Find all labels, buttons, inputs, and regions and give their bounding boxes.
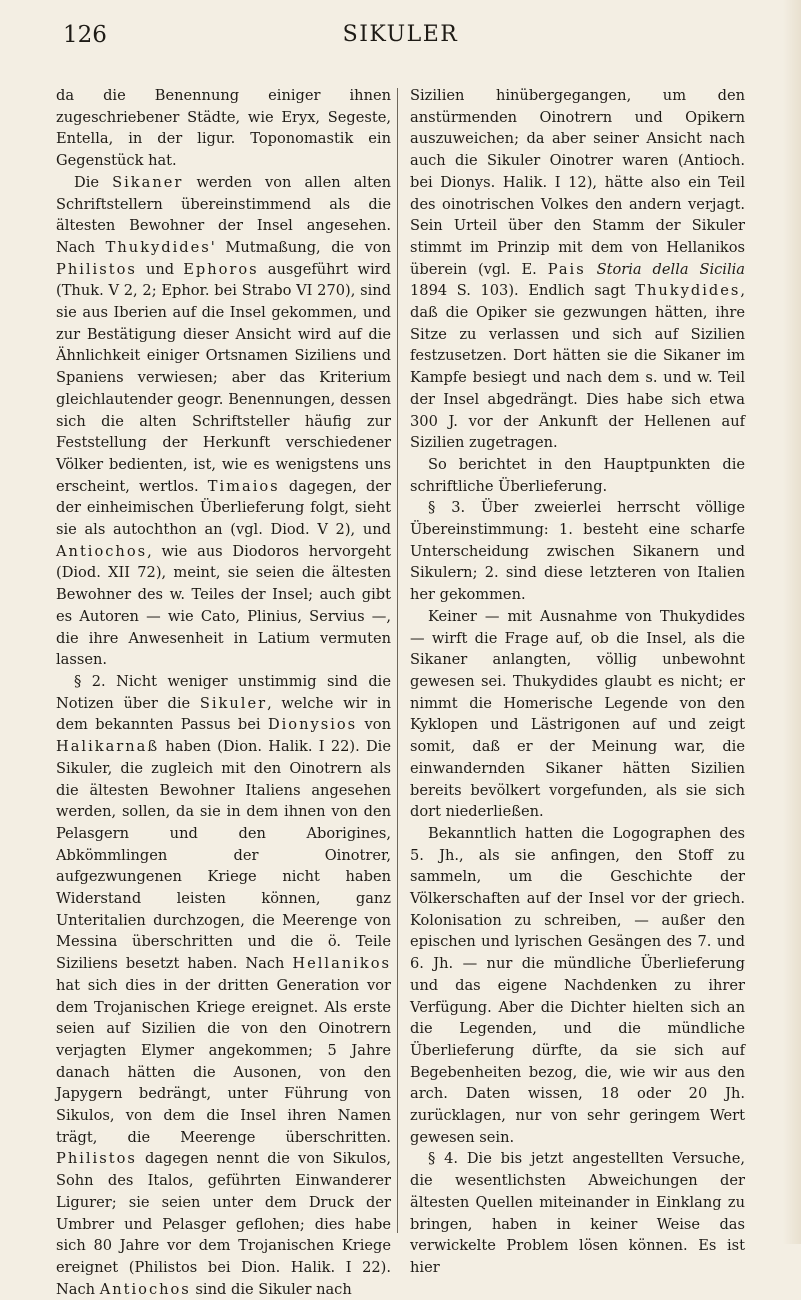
left-column bbox=[56, 85, 391, 1300]
paragraph: § 2. Nicht weniger unstimmig sind die Notizen über die Sikuler, welche wir in dem bekannten Passus bei Dionysios von Halikarnaß haben (Dion. Halik. I 22). Die Sikuler, die zugleich mit den Oinotrern als die ältesten Bewohner Italiens angesehen werden, sollen, da sie in dem ihnen von den Pelasgern und den Aborigines, Abkömmlingen der Oinotrer, aufgezwungenen Kriege nicht haben Widerstand leisten können, ganz Unteritalien durchzogen, die Meerenge von Messina überschritten und die ö. Teile Siziliens besetzt haben. Nach Hellanikos hat sich dies in der dritten Generation vor dem Trojanischen Kriege ereignet. Als erste seien auf Sizilien die von den Oinotrern verjagten Elymer angekommen; 5 Jahre danach hätten die Ausonen, von den Japygern bedrängt, unter Führung von Sikulos, von dem die Insel ihren Namen trägt, die Meerenge überschritten. Philistos dagegen nennt die von Sikulos, Sohn des Italos, geführten Einwanderer Ligurer; sie seien unter dem Druck der Umbrer und Pelasger geflohen; dies habe sich 80 Jahre vor dem Trojanischen Kriege ereignet (Philistos bei Dion. Halik. I 22). Nach Antiochos sind die Sikuler nach bbox=[56, 672, 391, 1298]
page-number: 126 bbox=[63, 22, 107, 48]
page-edge-shadow bbox=[783, 0, 801, 1244]
paragraph: da die Benennung einiger ihnen zugeschriebener Städte, wie Eryx, Segeste, Entella, in der ligur. Toponomastik ein Gegenstück hat. bbox=[56, 87, 391, 170]
page-header bbox=[0, 22, 801, 56]
paragraph: § 4. Die bis jetzt angestellten Versuche, die wesentlichsten Abweichungen der ältesten Quellen miteinander in Einklang zu bringen, haben in keiner Weise das verwickelte Problem lösen können. Es ist hier bbox=[410, 1150, 745, 1276]
paragraph: Bekanntlich hatten die Logographen des 5. Jh., als sie anfingen, den Stoff zu sammeln, um die Geschichte der Völkerschaften auf der Insel vor der griech. Kolonisation zu schreiben, — außer den epischen und lyrischen Gesängen des 7. und 6. Jh. — nur die mündliche Überlieferung und das eigene Nachdenken zu ihrer Verfügung. Aber die Dichter hielten sich an die Legenden, und die mündliche Überlieferung dürfte, da sie sich auf Begebenheiten bezog, die, wie wir aus den arch. Daten wissen, 18 oder 20 Jh. zurücklagen, nur von sehr geringem Wert gewesen sein. bbox=[410, 824, 745, 1146]
paragraph: Keiner — mit Ausnahme von Thukydides — wirft die Frage auf, ob die Insel, als die Sikaner anlangten, völlig unbewohnt gewesen sei. Thukydides glaubt es nicht; er nimmt die Homerische Legende von den Kyklopen und Lästrigonen auf und zeigt somit, daß er der Meinung war, die einwandernden Sikaner hätten Sizilien bereits bevölkert vorgefunden, als sie sich dort niederließen. bbox=[410, 607, 745, 821]
paragraph: So berichtet in den Hauptpunkten die schriftliche Überlieferung. bbox=[410, 455, 745, 495]
paragraph: Sizilien hinübergegangen, um den anstürmenden Oinotrern und Opikern auszuweichen; da aber seiner Ansicht nach auch die Sikuler Oinotrer waren (Antioch. bei Dionys. Halik. I 12), hätte also ein Teil des oinotrischen Volkes den andern verjagt. Sein Urteil über den Stamm der Sikuler stimmt im Prinzip mit dem von Hellanikos überein (vgl. E. Pais Storia della Sicilia 1894 S. 103). Endlich sagt Thukydides, daß die Opiker sie gezwungen hätten, ihre Sitze zu verlassen und sich auf Sizilien festzusetzen. Dort hätten sie die Sikaner im Kampfe besiegt und nach dem s. und w. Teil der Insel abgedrängt. Dies habe sich etwa 300 J. vor der Ankunft der Hellenen auf Sizilien zugetragen. bbox=[410, 87, 746, 452]
paragraph: Die Sikaner werden von allen alten Schriftstellern übereinstimmend als die ältesten Bewohner der Insel angesehen. Nach Thukydides' Mutmaßung, die von Philistos und Ephoros ausgeführt wird (Thuk. V 2, 2; Ephor. bei Strabo VI 270), sind sie aus Iberien auf die Insel gekommen, und zur Bestätigung dieser Ansicht wird auf die Ähnlichkeit einiger Ortsnamen Siziliens und Spaniens verwiesen; aber das Kriterium gleichlautender geogr. Benennungen, dessen sich die alten Schriftsteller häufig zur Feststellung der Herkunft verschiedener Völker bedienten, ist, wie es wenigstens uns erscheint, wertlos. Timaios dagegen, der der einheimischen Überlieferung folgt, sieht sie als autochthon an (vgl. Diod. V 2), und Antiochos, wie aus Diodoros hervorgeht (Diod. XII 72), meint, sie seien die ältesten Bewohner des w. Teiles der Insel; auch gibt es Autoren — wie Cato, Plinius, Servius —, die ihre Anwesenheit in Latium vermuten lassen. bbox=[56, 173, 391, 669]
paragraph: § 3. Über zweierlei herrscht völlige Übereinstimmung: 1. besteht eine scharfe Unterscheidung zwischen Sikanern und Sikulern; 2. sind diese letzteren von Italien her gekommen. bbox=[410, 499, 745, 604]
column-divider bbox=[397, 88, 398, 1233]
running-title: SIKULER bbox=[342, 22, 459, 47]
right-column bbox=[410, 85, 745, 1279]
